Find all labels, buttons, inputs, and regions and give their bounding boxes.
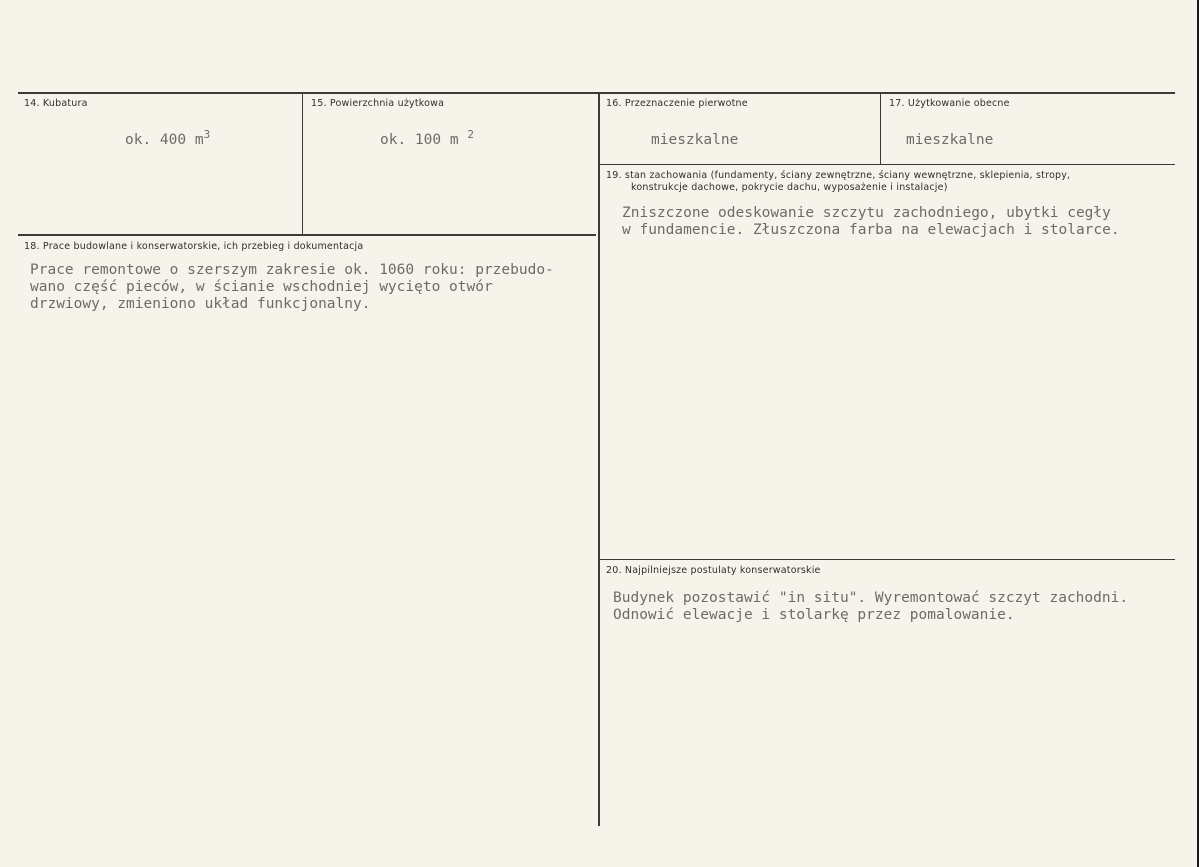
field-18-label: 18. Prace budowlane i konserwatorskie, ich przebieg i dokumentacja bbox=[24, 241, 364, 252]
field-15-unit-exponent: 2 bbox=[467, 128, 474, 141]
field-14-value bbox=[125, 128, 211, 149]
field-19-label-line-2: konstrukcje dachowe, pokrycie dachu, wyposażenie i instalacje) bbox=[631, 182, 948, 193]
field-17-value: mieszkalne bbox=[906, 132, 994, 148]
field-19-text-line-2: w fundamencie. Złuszczona farba na elewacjach i stolarce. bbox=[622, 222, 1120, 238]
field-18-text-line-3: drzwiowy, zmieniono układ funkcjonalny. bbox=[30, 296, 371, 312]
field-17-label: 17. Użytkowanie obecne bbox=[889, 98, 1010, 109]
top-rule bbox=[18, 92, 1175, 94]
field-14-unit-exponent: 3 bbox=[203, 128, 211, 141]
divider-14-15 bbox=[302, 94, 303, 235]
field-19-text-line-1: Zniszczone odeskowanie szczytu zachodniego, ubytki cegły bbox=[622, 205, 1111, 221]
rule-under-16-17 bbox=[598, 164, 1175, 165]
field-16-label: 16. Przeznaczenie pierwotne bbox=[606, 98, 748, 109]
field-18-text-line-1: Prace remontowe o szerszym zakresie ok. 1060 roku: przebudo- bbox=[30, 262, 554, 278]
rule-above-18 bbox=[18, 234, 596, 236]
field-15-value bbox=[380, 128, 474, 149]
field-20-text-line-1: Budynek pozostawić "in situ". Wyremontować szczyt zachodni. bbox=[613, 590, 1129, 606]
field-14-label: 14. Kubatura bbox=[24, 98, 88, 109]
field-16-value: mieszkalne bbox=[651, 132, 739, 148]
field-14-value-text: ok. 400 m bbox=[125, 132, 204, 148]
field-20-text-line-2: Odnowić elewacje i stolarkę przez pomalowanie. bbox=[613, 607, 1015, 623]
rule-above-20 bbox=[598, 559, 1175, 560]
field-20-label: 20. Najpilniejsze postulaty konserwatorskie bbox=[606, 565, 821, 576]
field-18-text-line-2: wano część pieców, w ścianie wschodniej wycięto otwór bbox=[30, 279, 493, 295]
divider-16-17 bbox=[880, 94, 881, 164]
main-vertical-divider bbox=[598, 94, 600, 826]
field-15-label: 15. Powierzchnia użytkowa bbox=[311, 98, 445, 109]
field-19-label-line-1: 19. stan zachowania (fundamenty, ściany zewnętrzne, ściany wewnętrzne, sklepienia, stropy, bbox=[606, 170, 1071, 181]
field-15-value-text: ok. 100 m bbox=[380, 132, 468, 148]
